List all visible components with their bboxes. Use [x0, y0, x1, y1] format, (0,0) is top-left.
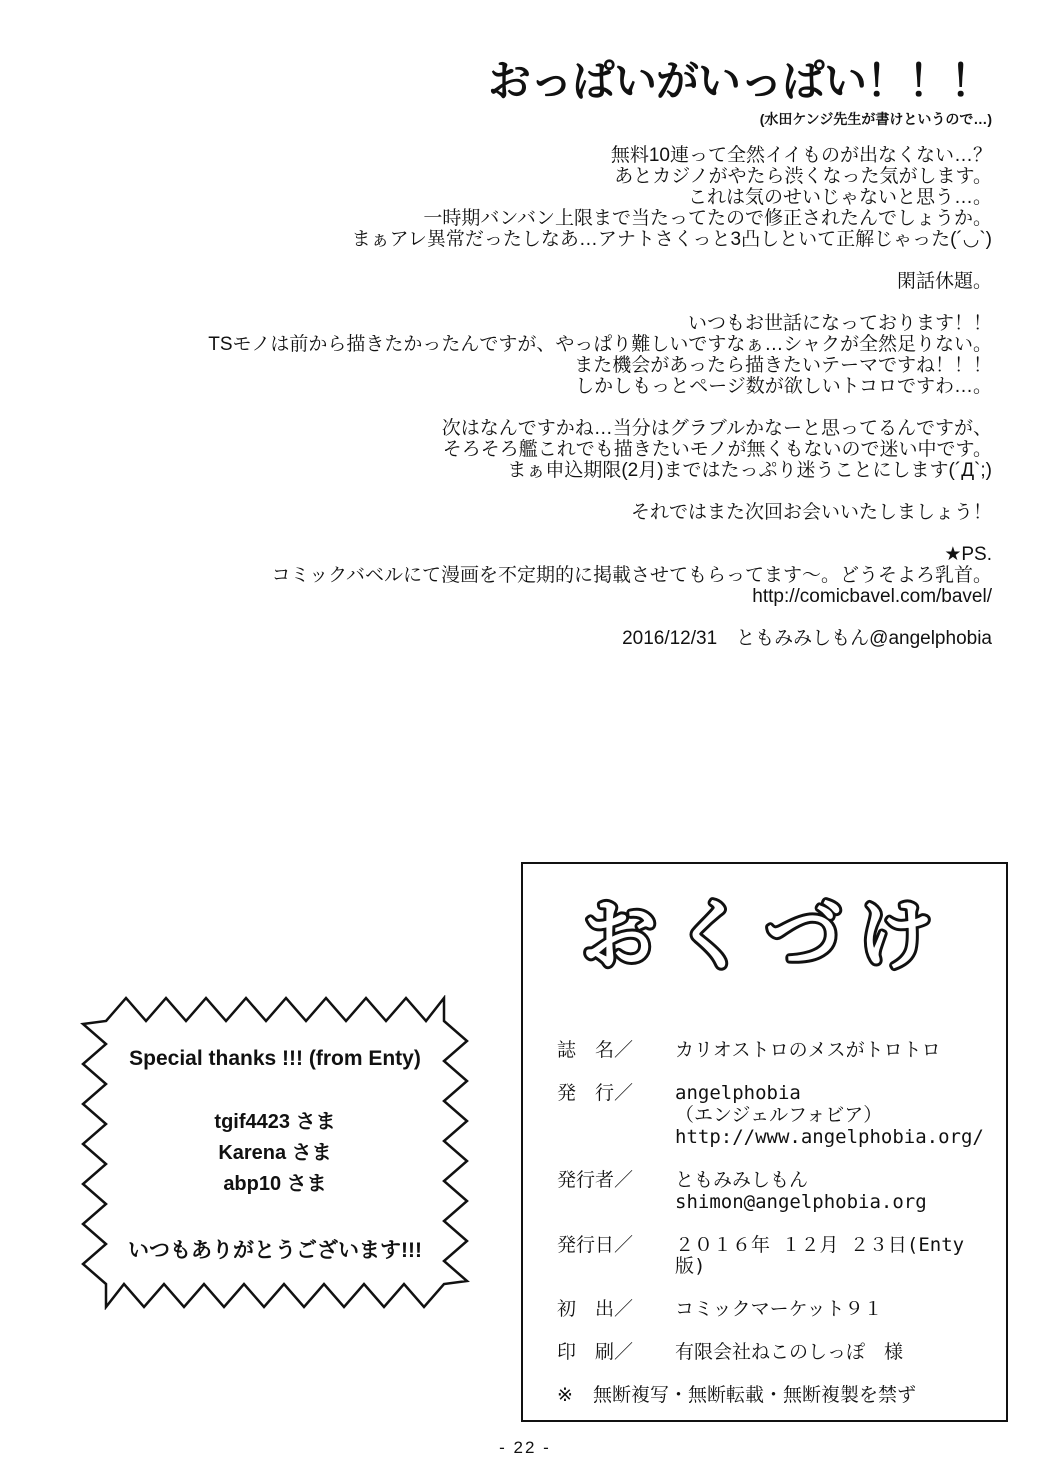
supporter-name: tgif4423 さま [214, 1111, 336, 1133]
special-thanks-content [110, 1025, 440, 1280]
row-label: 初 出／ [557, 1299, 634, 1320]
reference-mark: ※ [557, 1385, 573, 1406]
text-line: 閑話休題。 [896, 271, 992, 292]
row-label: 印 刷／ [557, 1342, 634, 1363]
paragraph-gacha [208, 145, 992, 250]
row-value: 有限会社ねこのしっぽ 様 [675, 1341, 904, 1363]
text-line: いつもお世話になっております！！ [687, 313, 992, 334]
row-value: angelphobia （エンジェルフォビア） http://www.angelphobia.org/ [675, 1082, 984, 1148]
text-line: しかしもっとページ数が欲しいトコロですわ…。 [575, 376, 992, 397]
colophon-title-art [540, 882, 990, 986]
url-text: http://comicbavel.com/bavel/ [752, 586, 992, 607]
colophon-row-author [557, 1170, 988, 1214]
text-line: そろそろ艦これでも描きたいモノが無くもないので迷い中です。 [442, 439, 992, 460]
text-line: まぁアレ異常だったしなあ…アナトさくっと3凸しといて正解じゃった(´◡`) [351, 229, 992, 250]
text-line: ★PS. [944, 544, 992, 565]
url-text: http://www.angelphobia.org/ [675, 1126, 984, 1148]
text-line: コミックバベルにて漫画を不定期的に掲載させてもらってます～。どうそよろ乳首。 [271, 565, 992, 586]
row-value: コミックマーケット９１ [675, 1298, 883, 1320]
row-value: ともみみしもん shimon@angelphobia.org [675, 1169, 927, 1213]
colophon-row-title [557, 1040, 988, 1062]
colophon-row-date [557, 1235, 988, 1278]
colophon-title-text: おくづけ [580, 894, 949, 979]
row-value: カリオストロのメスがトロトロ [675, 1039, 941, 1061]
row-label: 誌 名／ [557, 1040, 634, 1061]
page-subtitle: (水田ケンジ先生が書けというので…) [759, 111, 992, 128]
afterword-header [488, 58, 992, 129]
colophon-rows [557, 1040, 988, 1407]
supporter-name: abp10 さま [223, 1173, 327, 1195]
row-value: 無断複写・無断転載・無断複製を禁ず [593, 1384, 917, 1406]
text-line: TSモノは前から描きたかったんですが、やっぱり難しいですなぁ…シャクが全然足りない。 [208, 334, 992, 355]
colophon-row-first-release [557, 1299, 988, 1321]
paragraph-greeting [208, 313, 992, 397]
afterword-body [208, 145, 992, 649]
row-label: 発行者／ [557, 1170, 634, 1191]
text-line: それではまた次回お会いいたしましょう！ [630, 502, 992, 523]
special-thanks-title: Special thanks !!! (from Enty) [129, 1047, 421, 1070]
special-thanks-box [80, 995, 470, 1310]
colophon-row-printer [557, 1342, 988, 1364]
supporter-name: Karena さま [218, 1142, 332, 1164]
date-signature: 2016/12/31 ともみみしもん@angelphobia [622, 628, 992, 649]
text-line: また機会があったら描きたいテーマですね！！！ [574, 355, 992, 376]
paragraph-next-plans [208, 418, 992, 481]
row-value: ２０１６年 １２月 ２３日(Enty版) [675, 1234, 965, 1277]
paragraph-aside [208, 271, 992, 292]
row-label: 発行日／ [557, 1235, 634, 1256]
text-line: まぁ申込期限(2月)まではたっぷり迷うことにします(´Д`;) [507, 460, 992, 481]
text-line: あとカジノがやたら渋くなった気がします。 [614, 166, 992, 187]
text-line: これは気のせいじゃないと思う…。 [687, 187, 992, 208]
page-number: - 22 - [499, 1438, 551, 1457]
supporter-name-list [110, 1107, 440, 1200]
page-title: おっぱいがいっぱい！！！ [488, 58, 992, 106]
email-text: shimon@angelphobia.org [675, 1191, 927, 1213]
paragraph-farewell [208, 502, 992, 523]
text-line: 無料10連って全然イイものが出なくない…？ [610, 145, 992, 166]
colophon-row-copyright-notice [557, 1385, 988, 1407]
colophon-box [521, 862, 1008, 1422]
special-thanks-closing: いつもありがとうございます!!! [128, 1239, 422, 1262]
row-label: 発 行／ [557, 1083, 634, 1104]
text-line: 次はなんですかね…当分はグラブルかなーと思ってるんですが、 [441, 418, 992, 439]
text-line: 一時期バンバン上限まで当たってたので修正されたんでしょうか。 [423, 208, 992, 229]
paragraph-ps [208, 544, 992, 607]
colophon-row-publisher-circle [557, 1083, 988, 1149]
